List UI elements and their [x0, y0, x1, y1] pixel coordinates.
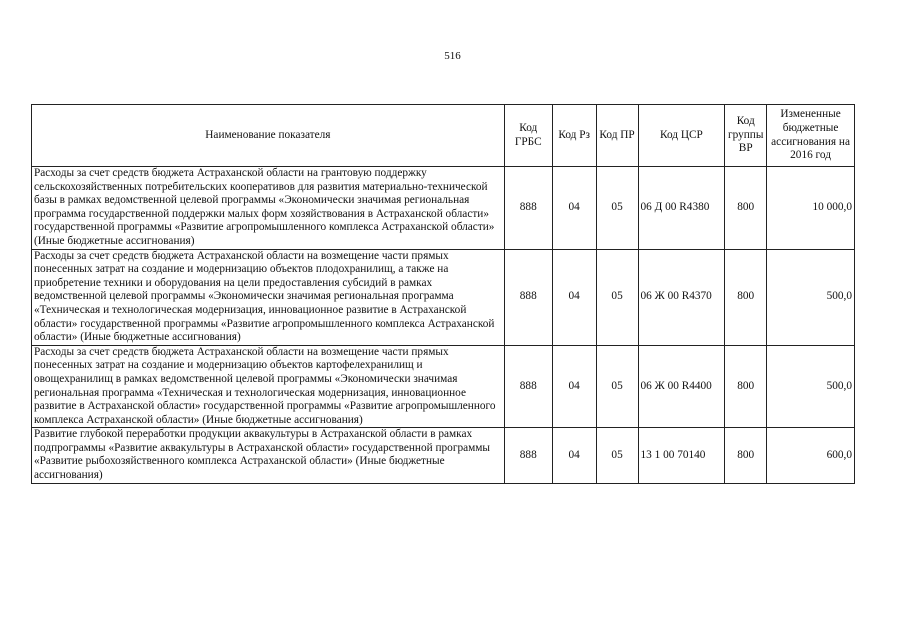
table-row: [32, 249, 855, 345]
row-pr: 05: [596, 345, 638, 428]
row-rz: 04: [552, 345, 596, 428]
row-sum: 600,0: [767, 428, 855, 483]
row-pr: 05: [596, 428, 638, 483]
table-row: [32, 167, 855, 250]
page-number: 516: [444, 50, 461, 62]
row-vr: 800: [725, 167, 767, 250]
row-rz: 04: [552, 428, 596, 483]
row-csr: 06 Ж 00 R4370: [638, 249, 725, 345]
row-grbs: 888: [504, 428, 552, 483]
row-name: Расходы за счет средств бюджета Астраханской области на возмещение части прямых понесенных затрат на создание и модернизацию объектов плодохранилищ, а также на приобретение техники и оборудования на цели предоставления субсидий в рамках ведомственной целевой программы «Экономически значимая региональная программа «Техническая и технологическая модернизация, инновационное развитие в Астраханской области» государственной программы «Развитие агропромышленного комплекса Астраханской области» (Иные бюджетные ассигнования): [32, 249, 505, 345]
row-grbs: 888: [504, 345, 552, 428]
row-grbs: 888: [504, 167, 552, 250]
row-name: Расходы за счет средств бюджета Астраханской области на грантовую поддержку сельскохозяйственных потребительских кооперативов для развития материально-технической базы в рамках ведомственной целевой программы «Экономически значимая региональная программа государственной поддержки малых форм хозяйствования в Астраханской области» государственной программы «Развитие агропромышленного комплекса Астраханской области» (Иные бюджетные ассигнования): [32, 167, 505, 250]
row-sum: 500,0: [767, 345, 855, 428]
row-grbs: 888: [504, 249, 552, 345]
row-sum: 10 000,0: [767, 167, 855, 250]
header-grbs: Код ГРБС: [504, 105, 552, 167]
header-sum: Измененные бюджетные ассигнования на 2016 год: [767, 105, 855, 167]
row-csr: 13 1 00 70140: [638, 428, 725, 483]
row-csr: 06 Д 00 R4380: [638, 167, 725, 250]
header-pr: Код ПР: [596, 105, 638, 167]
row-vr: 800: [725, 249, 767, 345]
budget-table: [31, 104, 855, 484]
row-pr: 05: [596, 249, 638, 345]
row-pr: 05: [596, 167, 638, 250]
row-name: Развитие глубокой переработки продукции аквакультуры в Астраханской области в рамках подпрограммы «Развитие аквакультуры в Астраханской области» государственной программы «Развитие рыбохозяйственного комплекса Астраханской области» (Иные бюджетные ассигнования): [32, 428, 505, 483]
row-rz: 04: [552, 249, 596, 345]
header-csr: Код ЦСР: [638, 105, 725, 167]
row-csr: 06 Ж 00 R4400: [638, 345, 725, 428]
row-sum: 500,0: [767, 249, 855, 345]
row-vr: 800: [725, 428, 767, 483]
row-vr: 800: [725, 345, 767, 428]
table-row: [32, 345, 855, 428]
row-name: Расходы за счет средств бюджета Астраханской области на возмещение части прямых понесенных затрат на создание и модернизацию объектов картофелехранилищ и овощехранилищ в рамках ведомственной целевой программы «Экономически значимая региональная программа «Техническая и технологическая модернизация, инновационное развитие в Астраханской области» государственной программы «Развитие агропромышленного комплекса Астраханской области» (Иные бюджетные ассигнования): [32, 345, 505, 428]
table-header-row: [32, 105, 855, 167]
header-rz: Код Рз: [552, 105, 596, 167]
header-vr: Код группы ВР: [725, 105, 767, 167]
table-row: [32, 428, 855, 483]
header-name: Наименование показателя: [32, 105, 505, 167]
row-rz: 04: [552, 167, 596, 250]
